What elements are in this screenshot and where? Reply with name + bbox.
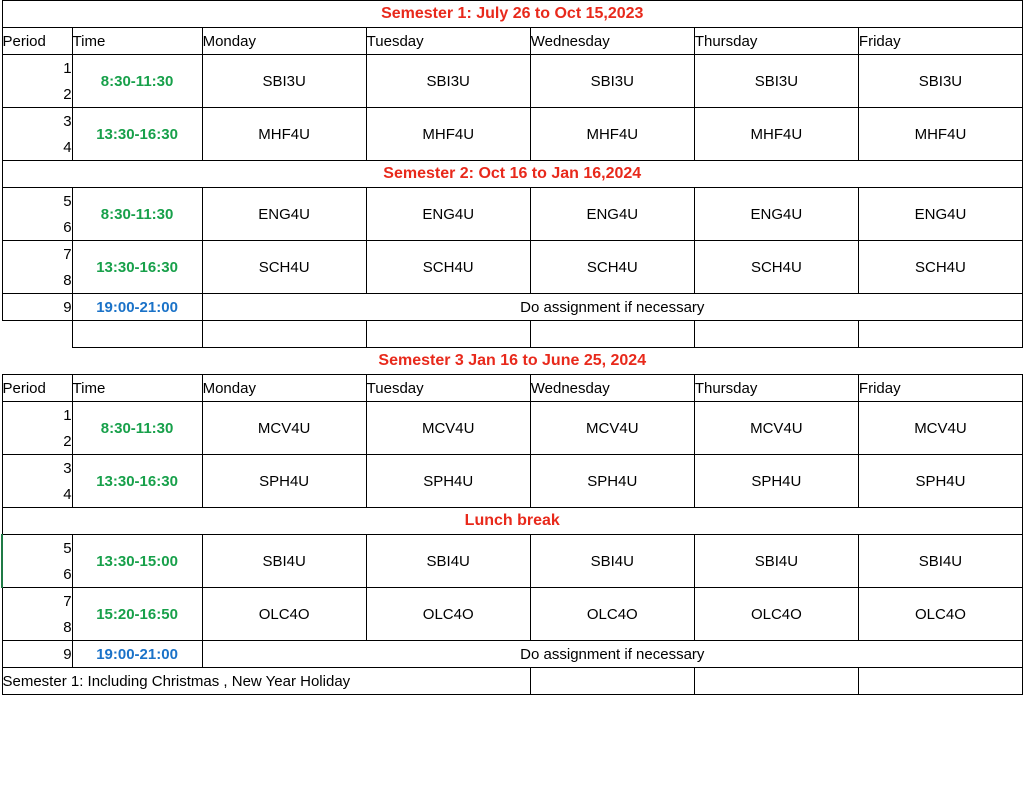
course-cell-monday: SBI4U xyxy=(202,535,366,588)
header-thursday: Thursday xyxy=(694,28,858,55)
table-row xyxy=(2,455,1023,482)
table-row xyxy=(2,188,1023,215)
time-cell: 13:30-16:30 xyxy=(72,455,202,508)
evening-note: Do assignment if necessary xyxy=(202,641,1022,668)
period-cell: 4 xyxy=(2,134,72,161)
course-cell-tuesday: SPH4U xyxy=(366,455,530,508)
course-cell-wednesday: MHF4U xyxy=(530,108,694,161)
period-cell: 3 xyxy=(2,455,72,482)
time-cell: 8:30-11:30 xyxy=(72,402,202,455)
period-cell: 5 xyxy=(2,188,72,215)
course-cell-friday: SBI3U xyxy=(858,55,1022,108)
semester1-banner-row xyxy=(2,1,1023,28)
spacer-row xyxy=(2,321,1023,348)
course-cell-thursday: SCH4U xyxy=(694,241,858,294)
header-wednesday: Wednesday xyxy=(530,28,694,55)
spacer-cell xyxy=(202,321,366,348)
course-cell-tuesday: SBI4U xyxy=(366,535,530,588)
semester3-header-row xyxy=(2,375,1023,402)
course-cell-wednesday: OLC4O xyxy=(530,588,694,641)
spacer-cell xyxy=(694,321,858,348)
header-time: Time xyxy=(72,375,202,402)
header-monday: Monday xyxy=(202,28,366,55)
course-cell-monday: SPH4U xyxy=(202,455,366,508)
header-wednesday: Wednesday xyxy=(530,375,694,402)
course-cell-monday: SCH4U xyxy=(202,241,366,294)
period-cell: 4 xyxy=(2,481,72,508)
footer-blank-cell xyxy=(694,668,858,695)
course-cell-monday: SBI3U xyxy=(202,55,366,108)
footer-row xyxy=(2,668,1023,695)
period-cell: 9 xyxy=(2,641,72,668)
semester1-banner: Semester 1: July 26 to Oct 15,2023 xyxy=(2,1,1023,28)
period-cell: 7 xyxy=(2,241,72,268)
course-cell-thursday: MHF4U xyxy=(694,108,858,161)
schedule-table xyxy=(1,0,1023,695)
time-cell: 19:00-21:00 xyxy=(72,294,202,321)
period-cell: 6 xyxy=(2,561,72,588)
header-friday: Friday xyxy=(858,375,1022,402)
period-cell: 3 xyxy=(2,108,72,135)
spacer-cell xyxy=(530,321,694,348)
lunch-break-row xyxy=(2,508,1023,535)
course-cell-wednesday: SPH4U xyxy=(530,455,694,508)
course-cell-tuesday: ENG4U xyxy=(366,188,530,241)
header-monday: Monday xyxy=(202,375,366,402)
course-cell-monday: OLC4O xyxy=(202,588,366,641)
period-cell: 2 xyxy=(2,428,72,455)
table-row xyxy=(2,402,1023,429)
course-cell-monday: MCV4U xyxy=(202,402,366,455)
header-time: Time xyxy=(72,28,202,55)
lunch-break-banner: Lunch break xyxy=(2,508,1023,535)
course-cell-friday: SCH4U xyxy=(858,241,1022,294)
header-period: Period xyxy=(2,28,72,55)
table-row xyxy=(2,641,1023,668)
course-cell-tuesday: SCH4U xyxy=(366,241,530,294)
course-cell-monday: MHF4U xyxy=(202,108,366,161)
spacer-cell xyxy=(858,321,1022,348)
time-cell: 13:30-16:30 xyxy=(72,108,202,161)
period-cell: 1 xyxy=(2,402,72,429)
table-row xyxy=(2,588,1023,615)
course-cell-friday: SPH4U xyxy=(858,455,1022,508)
period-cell: 7 xyxy=(2,588,72,615)
spacer-cell xyxy=(72,321,202,348)
course-cell-wednesday: SBI4U xyxy=(530,535,694,588)
semester3-banner-row xyxy=(2,348,1023,375)
table-row xyxy=(2,241,1023,268)
period-cell: 2 xyxy=(2,81,72,108)
course-cell-wednesday: MCV4U xyxy=(530,402,694,455)
period-cell: 8 xyxy=(2,614,72,641)
header-friday: Friday xyxy=(858,28,1022,55)
period-cell: 5 xyxy=(2,535,72,562)
semester1-header-row xyxy=(2,28,1023,55)
table-row xyxy=(2,55,1023,82)
course-cell-friday: MCV4U xyxy=(858,402,1022,455)
spacer-cell xyxy=(366,321,530,348)
table-row xyxy=(2,108,1023,135)
course-cell-wednesday: SBI3U xyxy=(530,55,694,108)
course-cell-thursday: ENG4U xyxy=(694,188,858,241)
course-cell-thursday: SBI4U xyxy=(694,535,858,588)
course-cell-thursday: MCV4U xyxy=(694,402,858,455)
time-cell: 19:00-21:00 xyxy=(72,641,202,668)
course-cell-thursday: SBI3U xyxy=(694,55,858,108)
course-cell-thursday: OLC4O xyxy=(694,588,858,641)
header-tuesday: Tuesday xyxy=(366,28,530,55)
course-cell-friday: ENG4U xyxy=(858,188,1022,241)
header-thursday: Thursday xyxy=(694,375,858,402)
course-cell-friday: SBI4U xyxy=(858,535,1022,588)
time-cell: 13:30-15:00 xyxy=(72,535,202,588)
course-cell-thursday: SPH4U xyxy=(694,455,858,508)
course-cell-tuesday: OLC4O xyxy=(366,588,530,641)
period-cell: 9 xyxy=(2,294,72,321)
footer-note: Semester 1: Including Christmas , New Year Holiday xyxy=(2,668,530,695)
course-cell-tuesday: SBI3U xyxy=(366,55,530,108)
spacer-cell xyxy=(2,321,72,348)
course-cell-tuesday: MHF4U xyxy=(366,108,530,161)
course-cell-monday: ENG4U xyxy=(202,188,366,241)
table-row xyxy=(2,294,1023,321)
semester2-banner-row xyxy=(2,161,1023,188)
semester2-banner: Semester 2: Oct 16 to Jan 16,2024 xyxy=(2,161,1023,188)
footer-blank-cell xyxy=(858,668,1022,695)
table-row xyxy=(2,535,1023,562)
header-tuesday: Tuesday xyxy=(366,375,530,402)
course-cell-tuesday: MCV4U xyxy=(366,402,530,455)
header-period: Period xyxy=(2,375,72,402)
course-cell-friday: OLC4O xyxy=(858,588,1022,641)
period-cell: 8 xyxy=(2,267,72,294)
course-cell-wednesday: SCH4U xyxy=(530,241,694,294)
time-cell: 8:30-11:30 xyxy=(72,188,202,241)
time-cell: 8:30-11:30 xyxy=(72,55,202,108)
course-cell-wednesday: ENG4U xyxy=(530,188,694,241)
time-cell: 15:20-16:50 xyxy=(72,588,202,641)
period-cell: 1 xyxy=(2,55,72,82)
evening-note: Do assignment if necessary xyxy=(202,294,1022,321)
course-cell-friday: MHF4U xyxy=(858,108,1022,161)
period-cell: 6 xyxy=(2,214,72,241)
time-cell: 13:30-16:30 xyxy=(72,241,202,294)
semester3-banner: Semester 3 Jan 16 to June 25, 2024 xyxy=(2,348,1023,375)
footer-blank-cell xyxy=(530,668,694,695)
